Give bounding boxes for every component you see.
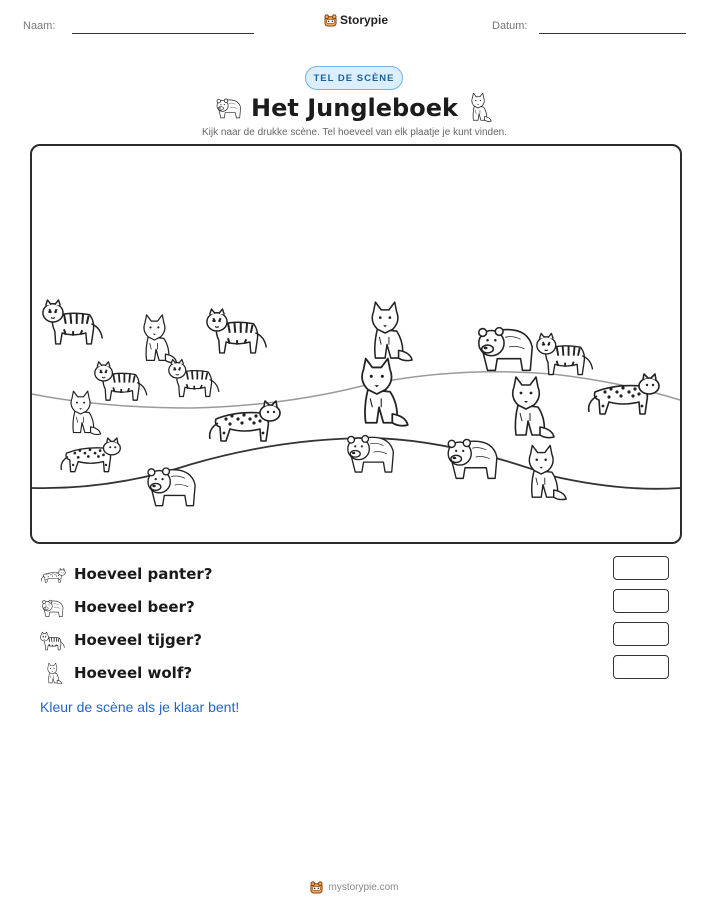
scene-drawing	[32, 146, 680, 542]
animals-layer	[43, 300, 659, 506]
question-label: Hoeveel beer?	[74, 598, 195, 616]
name-line[interactable]	[72, 33, 254, 34]
question-panter	[40, 562, 680, 588]
question-beer	[40, 595, 680, 621]
answer-box-panter[interactable]	[613, 556, 669, 580]
wolf-icon	[464, 93, 494, 123]
bear-icon	[348, 436, 394, 472]
panther-icon	[61, 438, 120, 472]
answer-box-wolf[interactable]	[613, 655, 669, 679]
wolf-icon	[144, 315, 176, 363]
tiger-icon	[40, 630, 66, 652]
tiger-icon	[207, 309, 266, 353]
bear-icon	[479, 328, 532, 371]
activity-badge: TEL DE SCÈNE	[305, 66, 403, 90]
panther-icon	[589, 374, 659, 414]
wolf-icon	[71, 391, 101, 434]
tiger-icon	[43, 300, 102, 344]
panther-icon	[40, 564, 66, 586]
bear-icon	[448, 439, 497, 478]
answer-box-tijger[interactable]	[613, 622, 669, 646]
brand	[324, 13, 388, 27]
wolf-icon	[362, 359, 408, 426]
page-title: Het Jungleboek	[251, 94, 458, 122]
question-label: Hoeveel tijger?	[74, 631, 202, 649]
instructions: Kijk naar de drukke scène. Tel hoeveel van elk plaatje je kunt vinden.	[201, 127, 507, 138]
tiger-icon	[95, 362, 147, 400]
question-wolf	[40, 661, 680, 687]
answer-box-beer[interactable]	[613, 589, 669, 613]
storypie-logo-icon	[310, 880, 323, 894]
tiger-icon	[169, 359, 219, 396]
footer	[0, 880, 709, 894]
question-label: Hoeveel wolf?	[74, 664, 193, 682]
wolf-icon	[529, 445, 566, 499]
wolf-icon	[513, 377, 554, 438]
bear-icon	[148, 468, 195, 506]
name-label: Naam:	[23, 20, 56, 32]
worksheet-header	[0, 0, 709, 50]
date-label: Datum:	[492, 20, 528, 32]
footer-url: mystorypie.com	[328, 881, 399, 893]
question-tijger	[40, 628, 680, 654]
wolf-icon	[40, 663, 66, 685]
date-line[interactable]	[539, 33, 686, 34]
question-label: Hoeveel panter?	[74, 565, 213, 583]
wolf-icon	[372, 302, 412, 361]
counting-scene	[30, 144, 682, 544]
tiger-icon	[537, 333, 593, 374]
storypie-logo-icon	[324, 13, 337, 27]
brand-name: Storypie	[340, 13, 389, 27]
coloring-note: Kleur de scène als je klaar bent!	[40, 699, 240, 715]
title-row	[0, 91, 709, 125]
bear-icon	[40, 597, 66, 619]
